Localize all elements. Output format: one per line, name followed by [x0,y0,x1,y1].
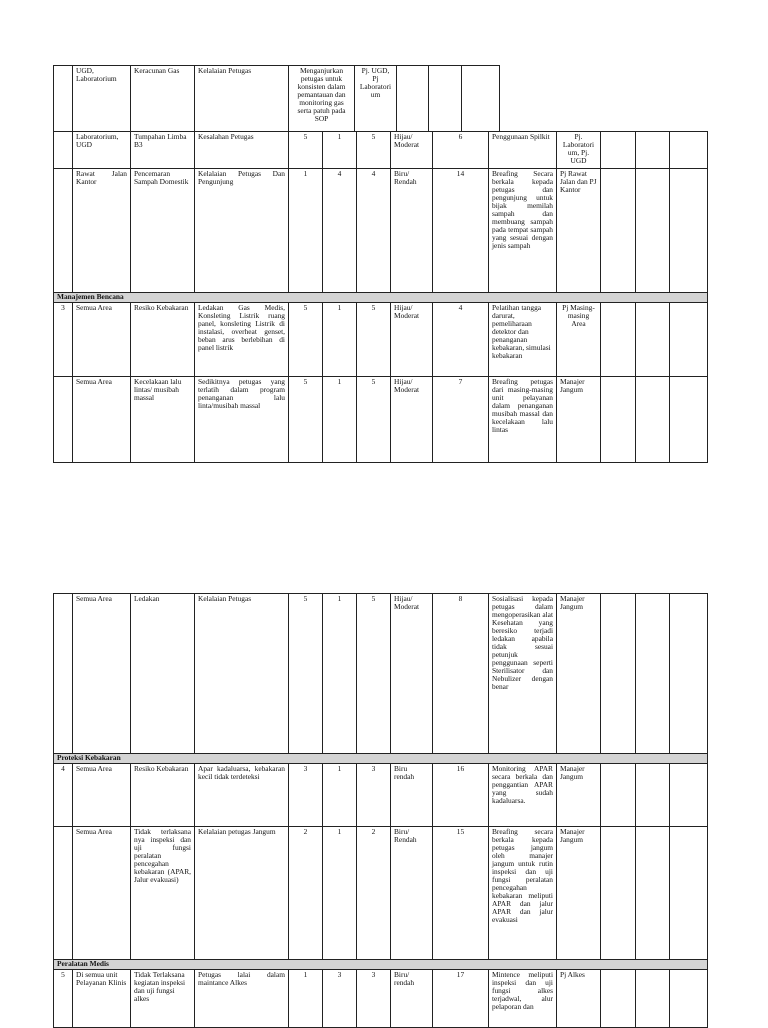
cell-level: Hijau/ Moderat [391,377,433,463]
cell-hazard: Tumpahan Limba B3 [131,132,195,169]
cell-score: 5 [357,377,391,463]
cell-likelihood: 3 [323,970,357,1028]
cell-no [54,132,73,169]
cell-blank [601,169,636,293]
cell-pic: Manajer Jangum [557,827,601,960]
risk-table-2 [53,593,708,1028]
cell-level: Biru/ Rendah [391,169,433,293]
cell-cause: Kelalaian Petugas Dan Pengunjung [195,169,289,293]
table-row [54,594,708,754]
cell-area: UGD, Laboratorium [73,66,131,132]
risk-table-top [53,65,500,132]
cell-pic: Manajer Jangum [557,764,601,827]
cell-blank [670,970,708,1028]
section-title: Proteksi Kebakaran [54,754,708,764]
cell-score: 5 [357,594,391,754]
cell-pic: Pj Alkes [557,970,601,1028]
cell-no: 4 [54,764,73,827]
cell-level: Biru rendah [391,764,433,827]
risk-table-1 [53,131,708,463]
cell-level: Hijau/ Moderat [391,594,433,754]
cell-hazard: Tidak Terlaksana kegiatan inspeksi dan uji fungsi alkes [131,970,195,1028]
cell-blank [462,66,500,132]
cell-mitigation: Breafing petugas dari masing-masing unit pelayanan dalam penanganan musibah massal dan kecelakaan lalu lintas [489,377,557,463]
cell-blank [601,132,636,169]
table-row [54,169,708,293]
cell-area: Semua Area [73,764,131,827]
cell-mitigation: Breafing Secara berkala kepada petugas dan pengunjung untuk bijak memilah sampah dan membuang sampah pada tempat sampah yang sesuai dengan jenis sampah [489,169,557,293]
cell-score: 3 [357,970,391,1028]
cell-no: 3 [54,303,73,377]
cell-severity: 5 [289,377,323,463]
cell-blank [636,827,670,960]
cell-blank [670,377,708,463]
section-title: Manajemen Bencana [54,293,708,303]
cell-area: Semua Area [73,827,131,960]
cell-rank: 14 [433,169,489,293]
cell-likelihood: 1 [323,377,357,463]
cell-no [54,827,73,960]
cell-pic: Pj Rawat Jalan dan PJ Kantor [557,169,601,293]
cell-mitigation: Pelatihan tangga darurat, pemeliharaan detektor dan penanganan kebakaran, simulasi kebakaran [489,303,557,377]
cell-hazard: Kecelakaan lalu lintas/ musibah massal [131,377,195,463]
cell-severity: 5 [289,303,323,377]
cell-score: 2 [357,827,391,960]
table-row [54,827,708,960]
cell-area: Rawat Jalan Kantor [73,169,131,293]
cell-likelihood: 1 [323,303,357,377]
cell-likelihood: 1 [323,827,357,960]
cell-pic: Pj. UGD, Pj Laboratori um [355,66,397,132]
cell-pic: Pj. Laboratori um, Pj. UGD [557,132,601,169]
cell-cause: Ledakan Gas Medis, Konsleting Listrik ruang panel, konsleting Listrik di instalasi, overheat genset, beban arus berlebihan di panel listrik [195,303,289,377]
cell-rank: 6 [433,132,489,169]
cell-score: 5 [357,303,391,377]
cell-score: 4 [357,169,391,293]
cell-hazard: Keracunan Gas [131,66,195,132]
cell-pic: Manajer Jangum [557,594,601,754]
cell-hazard: Pencemaran Sampah Domestik [131,169,195,293]
section-header-bencana [54,293,708,303]
cell-mitigation: Menganjurkan petugas untuk konsisten dalam pemantauan dan monitoring gas serta patuh pada SOP [289,66,355,132]
cell-blank [670,132,708,169]
table-row [54,764,708,827]
section-header-alkes [54,960,708,970]
cell-likelihood: 1 [323,594,357,754]
table-row [54,303,708,377]
cell-blank [636,303,670,377]
cell-area: Laboratorium, UGD [73,132,131,169]
cell-no: 5 [54,970,73,1028]
cell-rank: 15 [433,827,489,960]
cell-level: Hijau/ Moderat [391,303,433,377]
cell-mitigation: Breafing secara berkala kepada petugas jangum oleh manajer jangum untuk rutin inspeksi dan uji fungsi peralatan pencegahan kebakaran meliputi APAR dan jalur APAR dan jalur evakuasi [489,827,557,960]
cell-area: Semua Area [73,377,131,463]
cell-cause: Kelalaian Petugas [195,66,289,132]
cell-rank: 4 [433,303,489,377]
cell-likelihood: 1 [323,764,357,827]
section-header-proteksi [54,754,708,764]
cell-blank [636,169,670,293]
table-row [54,66,500,132]
cell-severity: 1 [289,169,323,293]
cell-blank [601,764,636,827]
cell-blank [601,827,636,960]
cell-cause: Kelalaian petugas Jangum [195,827,289,960]
cell-hazard: Tidak terlaksana nya inspeksi dan uji fungsi peralatan pencegahan kebakaran (APAR, Jalur evakuasi) [131,827,195,960]
cell-cause: Sedikitnya petugas yang terlatih dalam program penanganan lalu linta/musibah massal [195,377,289,463]
cell-blank [670,594,708,754]
cell-rank: 8 [433,594,489,754]
cell-rank: 7 [433,377,489,463]
cell-mitigation: Penggunaan Spilkit [489,132,557,169]
cell-blank [601,377,636,463]
cell-level: Biru/ Rendah [391,827,433,960]
cell-blank [397,66,429,132]
cell-severity: 2 [289,827,323,960]
cell-blank [636,132,670,169]
table-row [54,377,708,463]
cell-severity: 1 [289,970,323,1028]
cell-blank [636,594,670,754]
cell-rank: 16 [433,764,489,827]
cell-mitigation: Mintence meliputi inspeksi dan uji fungsi alkes terjadwal, alur pelaporan dan [489,970,557,1028]
cell-no [54,377,73,463]
cell-score: 3 [357,764,391,827]
section-title: Peralatan Medis [54,960,708,970]
cell-blank [636,970,670,1028]
cell-cause: Kelalaian Petugas [195,594,289,754]
cell-severity: 5 [289,594,323,754]
cell-blank [601,303,636,377]
cell-pic: Pj Masing-masing Area [557,303,601,377]
cell-no [54,66,73,132]
cell-mitigation: Sosialisasi kepada petugas dalam mengoperasikan alat Kesehatan yang beresiko terjadi ledakan apabila tidak sesuai petunjuk penggunaan seperti Sterilisator dan Nebulizer dengan benar [489,594,557,754]
cell-hazard: Resiko Kebakaran [131,764,195,827]
cell-area: Semua Area [73,303,131,377]
cell-likelihood: 4 [323,169,357,293]
table-row [54,970,708,1028]
cell-blank [670,169,708,293]
cell-blank [670,303,708,377]
cell-pic: Manajer Jangum [557,377,601,463]
cell-hazard: Resiko Kebakaran [131,303,195,377]
cell-blank [636,377,670,463]
cell-blank [636,764,670,827]
cell-hazard: Ledakan [131,594,195,754]
cell-no [54,169,73,293]
cell-cause: Petugas lalai dalam maintance Alkes [195,970,289,1028]
cell-blank [601,970,636,1028]
cell-mitigation: Monitoring APAR secara berkala dan penggantian APAR yang sudah kadaluarsa. [489,764,557,827]
table-row [54,132,708,169]
cell-level: Biru/ rendah [391,970,433,1028]
cell-area: Di semua unit Pelayanan Klinis [73,970,131,1028]
cell-severity: 5 [289,132,323,169]
cell-blank [429,66,462,132]
cell-level: Hijau/ Moderat [391,132,433,169]
cell-blank [670,764,708,827]
cell-cause: Kesalahan Petugas [195,132,289,169]
cell-no [54,594,73,754]
cell-cause: Apar kadaluarsa, kebakaran kecil tidak terdeteksi [195,764,289,827]
cell-blank [670,827,708,960]
cell-severity: 3 [289,764,323,827]
cell-blank [601,594,636,754]
cell-likelihood: 1 [323,132,357,169]
cell-area: Semua Area [73,594,131,754]
cell-score: 5 [357,132,391,169]
cell-rank: 17 [433,970,489,1028]
